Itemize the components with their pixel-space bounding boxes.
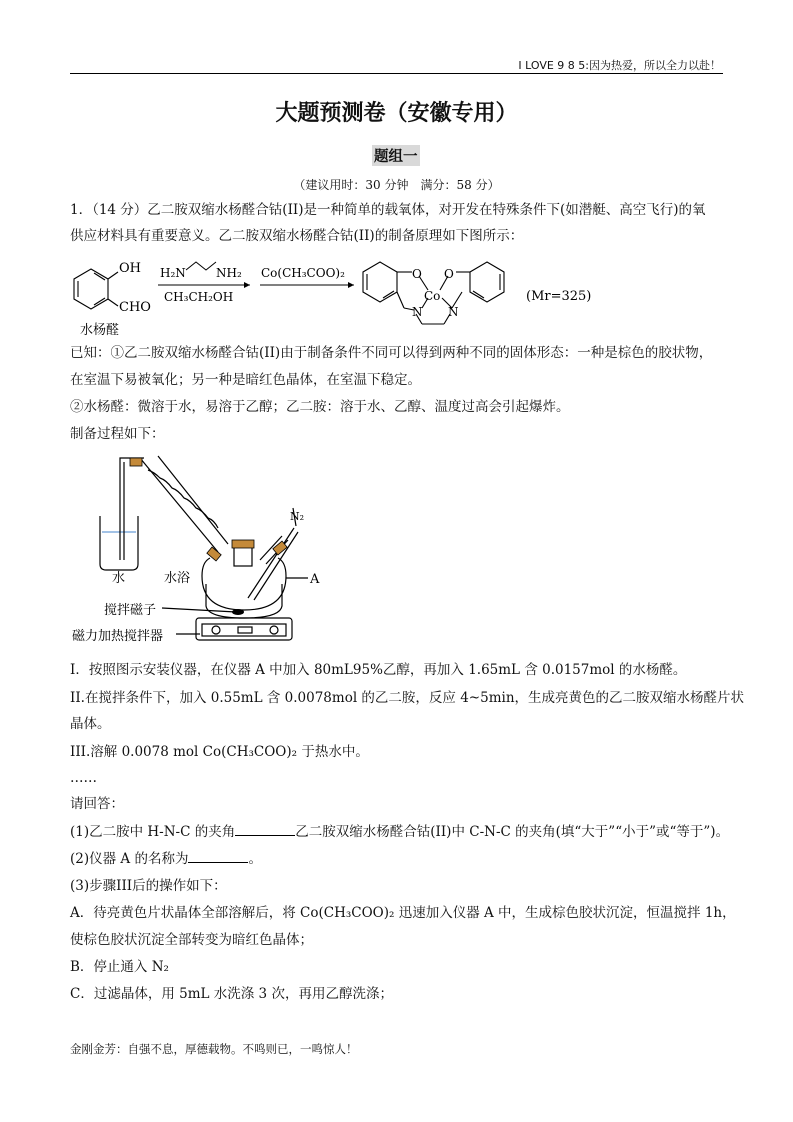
reagent-amine-left: H₂N [160, 266, 186, 280]
step-2b: 晶体。 [70, 716, 111, 732]
n2-inlet [248, 528, 294, 598]
label-water-bath: 水浴 [164, 571, 191, 586]
label-n2: N₂ [290, 510, 305, 523]
question-2-part-b: 。 [248, 851, 262, 867]
advice-line: （建议用时：30 分钟 满分：58 分） [293, 178, 500, 192]
question-1-part-a: (1)乙二胺中 H-N-C 的夹角 [70, 824, 236, 840]
reagent-amine-right: NH₂ [216, 266, 242, 280]
question-2 [70, 849, 723, 869]
answer-blank-2[interactable] [188, 849, 248, 863]
reactant-name: 水杨醛 [80, 323, 120, 338]
question-1 [70, 822, 730, 842]
operation-b: B．停止通入 N₂ [70, 959, 169, 975]
reaction-scheme [64, 250, 604, 340]
molar-mass: (Mr=325) [526, 289, 592, 304]
reactant-cho: CHO [119, 300, 151, 315]
process-heading: 制备过程如下： [70, 426, 165, 442]
question-3: (3)步骤III后的操作如下： [70, 878, 227, 894]
step-1: I．按照图示安装仪器，在仪器 A 中加入 80mL95%乙醇，再加入 1.65mL 含 0.0157mol 的水杨醛。 [70, 662, 687, 678]
question-2-part-a: (2)仪器 A 的名称为 [70, 851, 189, 867]
known-3: ②水杨醛：微溶于水，易溶于乙醇；乙二胺：溶于水、乙醇、温度过高会引起爆炸。 [70, 399, 570, 415]
amine-chain [186, 262, 216, 270]
atom-o-left: O [412, 267, 422, 281]
group-label: 题组一 [372, 145, 420, 166]
ellipsis: …… [70, 770, 97, 786]
label-stirrer: 磁力加热搅拌器 [72, 629, 164, 644]
step-2a: II.在搅拌条件下，加入 0.55mL 含 0.0078mol 的乙二胺，反应 4~5min，生成亮黄色的乙二胺双缩水杨醛片状 [70, 690, 745, 706]
stir-bar [232, 609, 244, 615]
operation-a1: A．待亮黄色片状晶体全部溶解后，将 Co(CH₃COO)₂ 迅速加入仪器 A 中，生成棕色胶状沉淀，恒温搅拌 1h， [70, 905, 736, 921]
atom-co: Co [424, 289, 441, 303]
apparatus-figure [68, 448, 338, 648]
atom-o-right: O [444, 267, 454, 281]
operation-a2: 使棕色胶状沉淀全部转变为暗红色晶体； [70, 932, 313, 948]
solvent: CH₃CH₂OH [164, 290, 234, 304]
salicylaldehyde-structure [74, 269, 118, 309]
known-2: 在室温下易被氧化；另一种是暗红色晶体，在室温下稳定。 [70, 372, 421, 388]
label-a: A [310, 572, 320, 587]
header-rule [70, 73, 723, 74]
ask-heading: 请回答： [70, 796, 124, 812]
atom-n-left: N [412, 305, 423, 319]
reactant-oh: OH [119, 261, 141, 276]
question-1-part-b: 乙二胺双缩水杨醛合钴(II)中 C-N-C 的夹角(填“大于”“小于”或“等于”)。 [295, 824, 730, 840]
page-title: 大题预测卷（安徽专用） [275, 101, 518, 126]
question-intro-1: 1．（14 分）乙二胺双缩水杨醛合钴(II)是一种简单的载氧体，对开发在特殊条件下(如潜艇、高空飞行)的氧 [70, 202, 706, 218]
label-stir-bar: 搅拌磁子 [104, 603, 157, 618]
atom-n-right: N [448, 305, 459, 319]
header-slogan: I LOVE 9 8 5:因为热爱，所以全力以赴！ [518, 59, 721, 72]
label-water: 水 [112, 571, 126, 586]
beaker [100, 516, 138, 570]
footer-motto: 金刚金芳：自强不息，厚德载物。不鸣则已，一鸣惊人！ [70, 1042, 358, 1056]
operation-c: C．过滤晶体，用 5mL 水洗涤 3 次，再用乙醇洗涤； [70, 986, 393, 1002]
step-3: III.溶解 0.0078 mol Co(CH₃COO)₂ 于热水中。 [70, 744, 369, 760]
known-1: 已知：①乙二胺双缩水杨醛合钴(II)由于制备条件不同可以得到两种不同的固体形态：一种是棕色的胶状物， [70, 345, 713, 361]
reagent-co: Co(CH₃COO)₂ [261, 266, 345, 280]
water-bath [206, 584, 282, 618]
answer-blank-1[interactable] [235, 822, 295, 836]
question-intro-2: 供应材料具有重要意义。乙二胺双缩水杨醛合钴(II)的制备原理如下图所示： [70, 228, 524, 244]
